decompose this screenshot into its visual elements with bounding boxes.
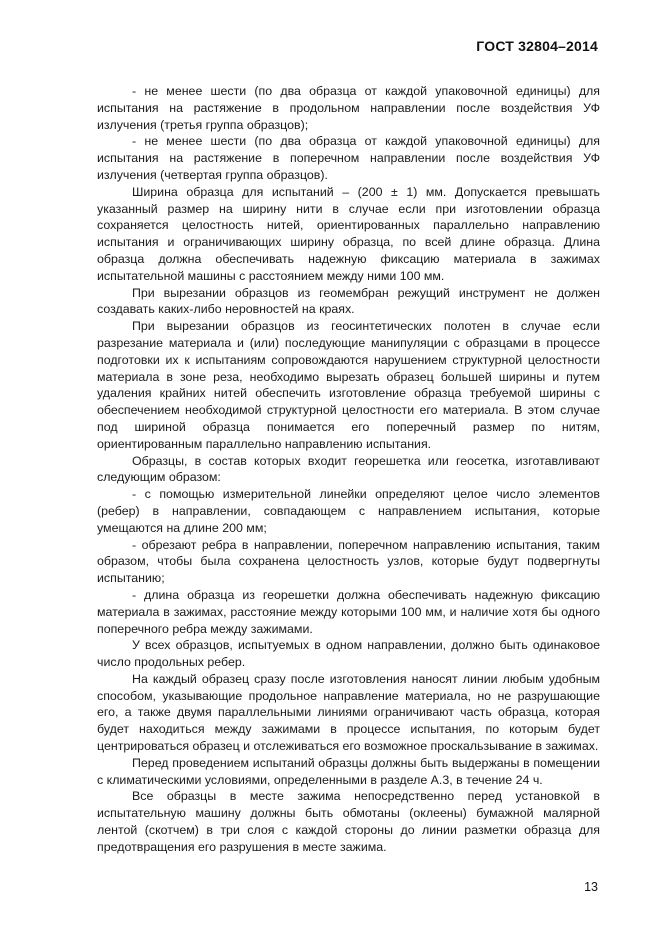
paragraph: Ширина образца для испытаний – (200 ± 1) мм. Допускается превышать указанный размер на ширину нити в случае если при изготовлении образца сохраняется целостность нитей, ориентированных параллельно направлению испытания и ограничивающих ширину образца, по всей длине образца. Длина образца должна обеспечивать надежную фиксацию материала в зажимах испытательной машины с расстоянием между ними 100 мм. (97, 184, 600, 283)
paragraph: При вырезании образцов из геомембран режущий инструмент не должен создавать каких-либо неровностей на краях. (97, 285, 600, 317)
paragraph: У всех образцов, испытуемых в одном направлении, должно быть одинаковое число продольных ребер. (97, 638, 600, 670)
paragraph: На каждый образец сразу после изготовления наносят линии любым удобным способом, указывающие продольное направление материала, но не разрушающие его, а также двумя параллельными линиями ограничивают часть образца, которая будет находиться между зажимами в процессе испытания, по которым будет центрироваться образец и отслеживаться его возможное проскальзывание в зажимах. (97, 671, 600, 754)
paragraph: - обрезают ребра в направлении, поперечном направлению испытания, таким образом, чтобы была сохранена целостность узлов, которые будут подвергнуты испытанию; (97, 537, 600, 586)
paragraph: - длина образца из георешетки должна обеспечивать надежную фиксацию материала в зажимах, расстояние между которыми 100 мм, и наличие хотя бы одного поперечного ребра между зажимами. (97, 587, 600, 636)
paragraph: Все образцы в месте зажима непосредственно перед установкой в испытательную машину должны быть обмотаны (оклеены) бумажной малярной лентой (скотчем) в три слоя с каждой стороны до линии разметки образца для предотвращения его разрушения в месте зажима. (97, 789, 600, 854)
paragraph: Образцы, в состав которых входит георешетка или геосетка, изготавливают следующим образом: (97, 453, 600, 485)
paragraph: - с помощью измерительной линейки определяют целое число элементов (ребер) в направлении, совпадающем с направлением испытания, которые умещаются на длине 200 мм; (97, 487, 600, 535)
paragraph: Перед проведением испытаний образцы должны быть выдержаны в помещении с климатическими условиями, определенными в разделе А.3, в течение 24 ч. (97, 755, 600, 787)
document-body (97, 83, 600, 856)
document-code-header: ГОСТ 32804–2014 (476, 38, 598, 54)
paragraph: - не менее шести (по два образца от каждой упаковочной единицы) для испытания на растяжение в продольном направлении после воздействия УФ излучения (третья группа образцов); (97, 84, 600, 132)
paragraph: - не менее шести (по два образца от каждой упаковочной единицы) для испытания на растяжение в поперечном направлении после воздействия УФ излучения (четвертая группа образцов). (97, 134, 600, 182)
page-number: 13 (584, 880, 598, 894)
paragraph: При вырезании образцов из геосинтетических полотен в случае если разрезание материала и (или) последующие манипуляции с образцами в процессе подготовки их к испытаниям сопровождаются нарушением структурной целостности материала в зоне реза, необходимо вырезать образец большей ширины и путем удаления крайних нитей обеспечить изготовление образца требуемой ширины с обеспечением необходимой структурной целостности его материала. В этом случае под шириной образца понимается его поперечный размер по нитям, ориентированным параллельно направлению испытания. (97, 319, 600, 451)
